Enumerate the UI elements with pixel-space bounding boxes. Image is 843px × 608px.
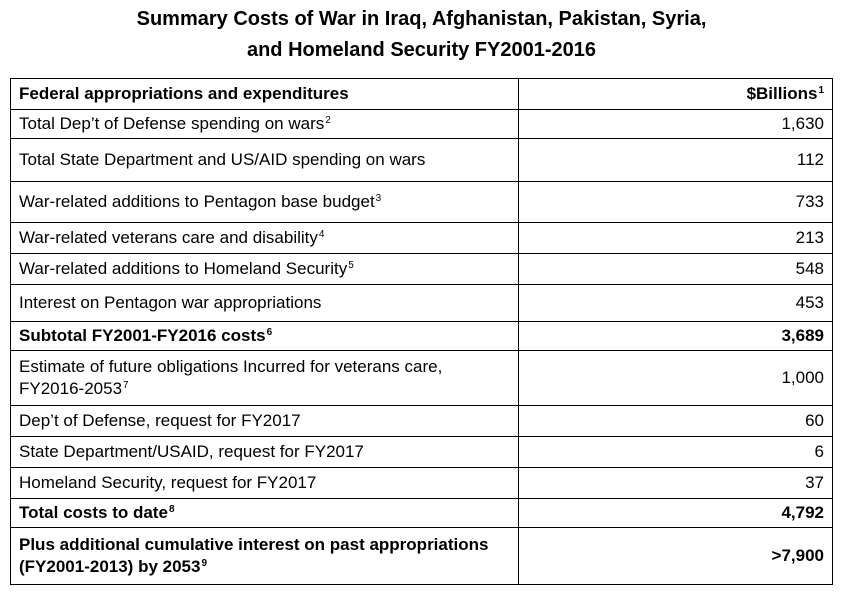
table-row: [11, 406, 833, 437]
table-row: [11, 468, 833, 499]
row-label-cell: [11, 254, 519, 285]
row-label: Interest on Pentagon war appropriations: [19, 293, 322, 312]
row-label-cell: [11, 322, 519, 351]
row-value: 6: [519, 437, 833, 468]
row-label-cell: [11, 139, 519, 182]
header-value: $Billions: [746, 84, 818, 103]
row-value: 733: [519, 182, 833, 223]
footnote-marker: 5: [348, 260, 354, 271]
row-value: 1,630: [519, 110, 833, 139]
row-label-cell: [11, 499, 519, 528]
additional-interest-row: [11, 528, 833, 585]
table-row: [11, 139, 833, 182]
table-row: [11, 110, 833, 139]
row-value: 4,792: [519, 499, 833, 528]
row-label: Estimate of future obligations Incurred for veterans care, FY2016-2053: [19, 357, 443, 398]
total-row: [11, 499, 833, 528]
footnote-marker: 3: [375, 193, 382, 204]
row-label-cell: [11, 285, 519, 322]
header-value-cell: [519, 79, 833, 110]
row-value: 213: [519, 223, 833, 254]
row-label-cell: [11, 528, 519, 585]
subtotal-row: [11, 322, 833, 351]
table-row: [11, 285, 833, 322]
row-label-cell: [11, 437, 519, 468]
row-value: 37: [519, 468, 833, 499]
row-label: Dep’t of Defense, request for FY2017: [19, 411, 301, 430]
footnote-marker: 6: [266, 327, 273, 338]
row-label-cell: [11, 468, 519, 499]
footnote-marker: 7: [123, 380, 129, 391]
row-label: War-related veterans care and disability: [19, 228, 318, 247]
row-label-cell: [11, 110, 519, 139]
header-label-cell: [11, 79, 519, 110]
row-label: State Department/USAID, request for FY2017: [19, 442, 364, 461]
table-row: [11, 182, 833, 223]
page-title: [0, 4, 843, 66]
row-label: Total Dep’t of Defense spending on wars: [19, 114, 325, 133]
row-value: >7,900: [519, 528, 833, 585]
row-value: 60: [519, 406, 833, 437]
row-label-cell: [11, 223, 519, 254]
row-value: 3,689: [519, 322, 833, 351]
costs-table: [10, 78, 833, 585]
footnote-marker: 1: [818, 85, 824, 96]
row-label-cell: [11, 406, 519, 437]
title-line-2: and Homeland Security FY2001-2016: [246, 39, 597, 61]
header-label: Federal appropriations and expenditures: [19, 84, 349, 103]
row-value: 548: [519, 254, 833, 285]
row-label: Total State Department and US/AID spending on wars: [19, 150, 426, 169]
row-value: 1,000: [519, 351, 833, 406]
title-line-1: Summary Costs of War in Iraq, Afghanistan, Pakistan, Syria,: [136, 8, 707, 30]
row-label: War-related additions to Homeland Security: [19, 259, 348, 278]
table-row: [11, 437, 833, 468]
row-label: Plus additional cumulative interest on past appropriations (FY2001-2013) by 2053: [19, 535, 489, 576]
table-row: [11, 254, 833, 285]
footnote-marker: 4: [318, 229, 325, 240]
table-header-row: [11, 79, 833, 110]
row-value: 112: [519, 139, 833, 182]
table-row: [11, 223, 833, 254]
footnote-marker: 9: [201, 558, 208, 569]
footnote-marker: 8: [168, 504, 175, 515]
row-label: Homeland Security, request for FY2017: [19, 473, 317, 492]
row-value: 453: [519, 285, 833, 322]
row-label-cell: [11, 182, 519, 223]
table-row: [11, 351, 833, 406]
row-label-cell: [11, 351, 519, 406]
row-label: Subtotal FY2001-FY2016 costs: [19, 326, 266, 345]
footnote-marker: 2: [325, 115, 331, 126]
row-label: War-related additions to Pentagon base budget: [19, 192, 375, 211]
row-label: Total costs to date: [19, 503, 168, 522]
